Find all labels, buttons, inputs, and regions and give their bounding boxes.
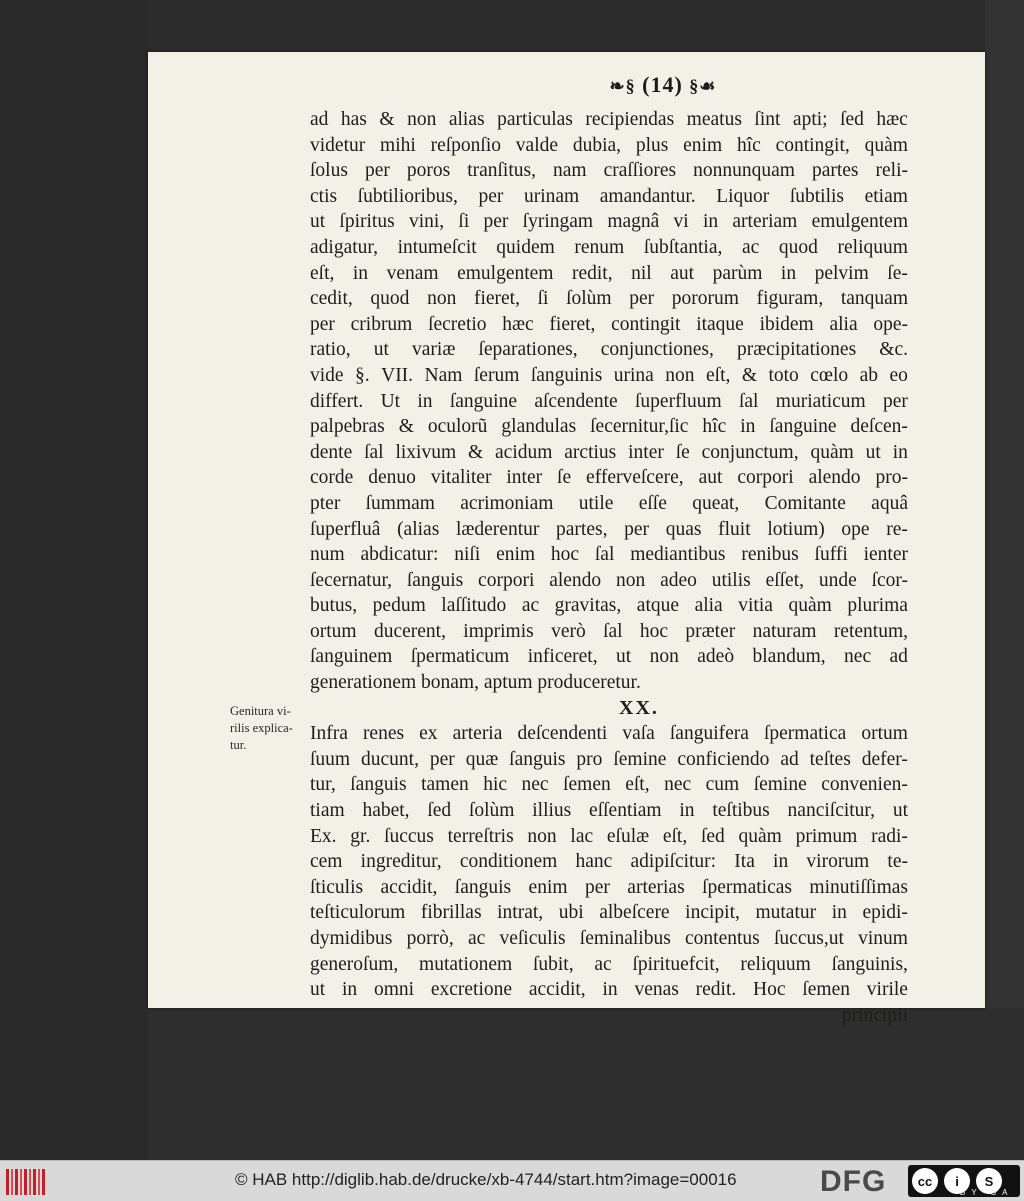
marginal-note xyxy=(230,703,310,754)
cc-license-badge[interactable] xyxy=(908,1165,1020,1197)
page-header xyxy=(533,72,793,98)
text-line: tur, ſanguis tamen hic nec ſemen eſt, nec cum ſemine convenien- xyxy=(310,774,908,796)
copyright-link[interactable]: © HAB http://diglib.hab.de/drucke/xb-4744/start.htm?image=00016 xyxy=(235,1170,737,1189)
text-line: tiam habet, ſed ſolùm illius eſſentiam in teſtibus nanciſcitur, ut xyxy=(310,800,908,822)
text-line: videtur mihi reſponſio valde dubia, plus enim hîc contingit, quàm xyxy=(310,134,908,156)
background-top xyxy=(148,0,1024,52)
text-line: ſuperfluâ (alias læderentur partes, per quas fluit lotium) ope re- xyxy=(310,518,908,540)
viewer-footer xyxy=(0,1160,1024,1201)
background-bottom xyxy=(148,1008,1024,1160)
marginal-line: Genitura vi- xyxy=(230,704,291,718)
text-line: ſuum ducunt, per quæ ſanguis pro ſemine conficiendo ad teſtes defer- xyxy=(310,748,908,770)
catchword: principii xyxy=(841,1004,908,1026)
text-line: ſticulis accidit, ſanguis enim per arterias ſpermaticas minutiſſimas xyxy=(310,876,908,898)
header-ornament-left-icon: ❧§ xyxy=(609,76,636,96)
header-ornament-right-icon: §☙ xyxy=(689,76,717,96)
text-line: ad has & non alias particulas recipiendas meatus ſint apti; ſed hæc xyxy=(310,109,908,130)
text-line: ortum ducerent, imprimis verò ſal hoc præter naturam retentum, xyxy=(310,620,908,642)
main-text xyxy=(310,107,908,1028)
hab-logo-icon xyxy=(6,1169,48,1195)
text-line: palpebras & oculorũ glandulas ſecernitur,ſic hîc in ſanguine deſcen- xyxy=(310,416,908,438)
background-left xyxy=(0,0,148,1160)
section-heading: XX. xyxy=(619,696,659,719)
text-line: butus, pedum laſſitudo ac gravitas, atque alia vitia quàm plurima xyxy=(310,595,908,617)
text-line: adigatur, intumeſcit quidem renum ſubſtantia, ac quod reliquum xyxy=(310,236,908,258)
marginal-line: rilis explica- xyxy=(230,721,293,735)
text-line: pter ſummam acrimoniam utile eſſe queat, Comitante aquâ xyxy=(310,492,908,514)
text-line: generoſum, mutationem ſubit, ac ſpirituefcit, reliquum ſanguinis, xyxy=(310,953,908,975)
text-line: dymidibus porrò, ac veſiculis ſeminalibus contentus ſuccus,ut vinum xyxy=(310,928,908,949)
text-line: num abdicatur: niſi enim hoc ſal mediantibus renibus ſuffi ienter xyxy=(310,544,908,566)
text-line: cem ingreditur, conditionem hanc adipiſcitur: Ita in virorum te- xyxy=(310,851,908,873)
text-line: ut ſpiritus vini, ſi per ſyringam magnâ vi in arteriam emulgentem xyxy=(310,211,908,233)
text-line: generationem bonam, aptum produceretur. xyxy=(310,672,641,694)
sa-icon: S xyxy=(976,1168,1002,1194)
cc-icon: cc xyxy=(912,1168,938,1194)
text-line: ctis ſubtilioribus, per urinam amandantur. Liquor ſubtilis etiam xyxy=(310,185,908,207)
text-line: ſecernatur, ſanguis corpori alendo non adeo utilis eſſet, unde ſcor- xyxy=(310,569,908,591)
text-line: per cribrum ſecretio hæc fieret, contingit itaque ibidem alia ope- xyxy=(310,313,908,335)
text-line: ſolus per poros tranſitus, nam craſſiores nonnunquam partes reli- xyxy=(310,160,908,182)
text-line: ratio, ut variæ ſeparationes, conjunctiones, præcipitationes &c. xyxy=(310,339,908,361)
by-icon: i xyxy=(944,1168,970,1194)
text-line: corde denuo vitaliter inter ſe efferveſcere, aut corpori alendo pro- xyxy=(310,467,908,489)
text-line: ſanguinem ſpermaticum inficeret, ut non adeò blandum, nec ad xyxy=(310,646,908,668)
text-line: eſt, in venam emulgentem redit, nil aut parùm in pelvim ſe- xyxy=(310,262,908,284)
text-line: Ex. gr. ſuccus terreſtris non lac eſulæ eſt, ſed quàm primum radi- xyxy=(310,825,908,847)
text-line: differt. Ut in ſanguine aſcendente ſuperfluum ſal muriaticum per xyxy=(310,390,908,412)
text-line: cedit, quod non fieret, ſi ſolùm per pororum figuram, tanquam xyxy=(310,288,908,310)
text-line: teſticulorum fibrillas intrat, ubi albeſcere incipit, mutatur in epidi- xyxy=(310,902,908,924)
background-right xyxy=(985,0,1024,1160)
text-line: ut in omni excretione accidit, in venas redit. Hoc ſemen virile xyxy=(310,979,908,1001)
text-line: dente ſal lixivum & acidum arctius inter ſe conjunctum, quàm ut in xyxy=(310,441,908,463)
text-line: Infra renes ex arteria deſcendenti vaſa ſanguifera ſpermatica ortum xyxy=(310,723,908,745)
cc-labels: BY SA xyxy=(960,1188,1014,1197)
page-number: (14) xyxy=(642,72,683,97)
marginal-line: tur. xyxy=(230,738,247,752)
dfg-logo: DFG xyxy=(820,1165,887,1198)
text-line: vide §. VII. Nam ſerum ſanguinis urina non eſt, & toto cœlo ab eo xyxy=(310,364,908,386)
book-page xyxy=(148,52,985,1026)
